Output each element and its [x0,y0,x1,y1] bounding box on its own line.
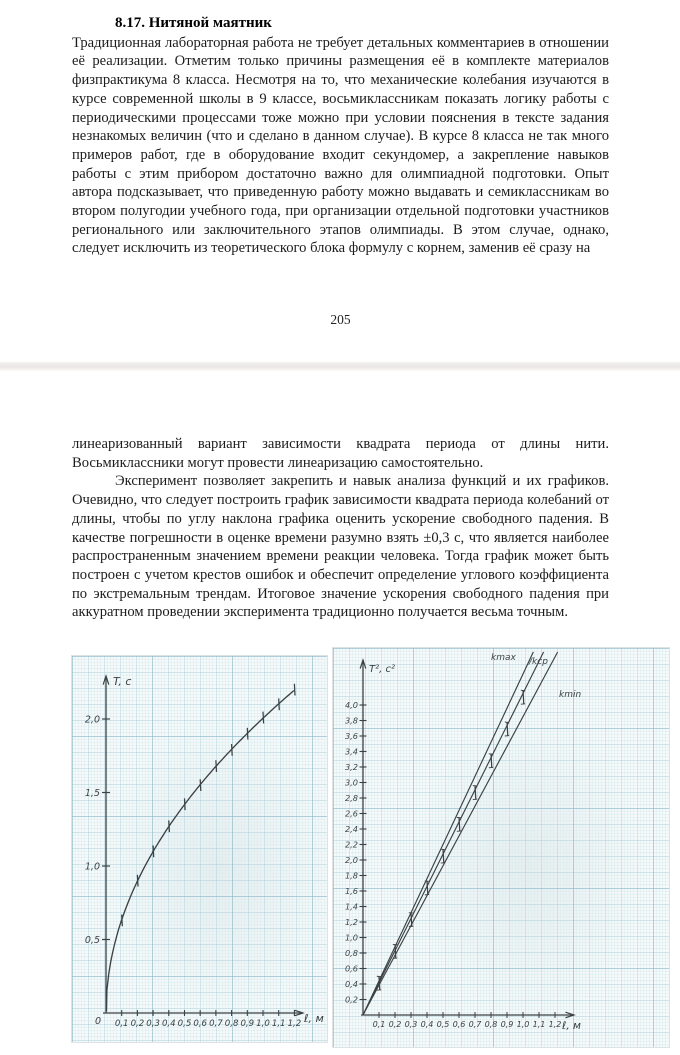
y-tick-label: 2,2 [344,839,358,850]
x-tick-label: 1,2 [548,1020,562,1029]
x-tick-label: 0,5 [436,1020,450,1029]
x-tick-label: 0,9 [240,1019,255,1029]
page-number: 205 [330,312,351,327]
x-tick-label: 1,1 [271,1019,286,1029]
x-tick-label: 0,2 [388,1020,402,1029]
x-tick-label: 0,6 [193,1019,208,1029]
y-tick-label: 2,4 [344,824,358,834]
page1-text-column [72,14,609,258]
y-tick-label: 2,0 [84,714,100,726]
page-break-divider [0,362,680,371]
x-tick-label: 0,4 [420,1020,434,1029]
x-tick-label: 0,1 [372,1020,386,1029]
x-tick-label: 0,3 [146,1019,160,1029]
y-tick-label: 0,6 [344,963,358,974]
x-tick-label: 0,6 [452,1020,466,1029]
y-tick-label: 1,6 [344,886,358,896]
y-tick-label: 2,0 [344,855,358,865]
y-tick-label: 3,6 [344,731,358,741]
x-tick-label: 0,9 [500,1020,514,1029]
y-axis-label: T, c [113,675,132,688]
y-tick-label: 4,0 [344,700,358,710]
chart-period-squared-vs-length [333,648,669,1047]
y-tick-label: 1,5 [84,788,100,799]
label-ksr: /kср [529,657,548,667]
x-axis-label: ℓ, м [562,1020,581,1032]
y-tick-label: 2,6 [344,808,358,819]
label-kmin: kmin [559,690,582,700]
x-tick-label: 0,3 [404,1020,418,1029]
origin-label: 0 [95,1016,102,1027]
paragraph-2: линеаризованный вариант зависимости квадрата периода от длины нити. Восьмиклассники могут провести линеаризацию самостоятельно. [72,436,609,471]
y-tick-label: 1,0 [84,861,100,873]
y-tick-label: 1,8 [344,870,358,881]
x-tick-label: 0,8 [484,1020,498,1029]
y-axis-label: T², c² [369,664,395,675]
paragraph-1: Традиционная лабораторная работа не требует детальных комментариев в отношении её реализации. Отметим только причины размещения её в комплекте материалов физпрактикума 8 класса. Несмотря на то, что механические колебания изучаются в курсе современной школы в 9 классе, восьмиклассникам показать логику работы с периодическими процессами тоже можно при условии пояснения в тексте задания незнакомых величин (что и сделано в данном случае). В курсе 8 класса не так много примеров работ, где в оборудование входит секундомер, а закрепление навыков работы с этим прибором достаточно важно для олимпиадной подготовки. Опыт автора подсказывает, что приведенную работу можно выдавать и семиклассникам во втором полугодии учебного года, при организации отдельной подготовки участников регионального или заключительного этапов олимпиады. В этом случае, однако, следует исключить из теоретического блока формулу с корнем, заменив её сразу на [72,34,609,257]
page2-text-column [72,435,609,622]
section-title: 8.17. Нитяной маятник [115,15,272,31]
x-tick-label: 0,8 [224,1019,239,1029]
x-tick-label: 1,0 [256,1019,270,1029]
y-tick-label: 1,2 [344,917,358,927]
label-kmax: kmax [491,653,516,663]
paragraph-3: Эксперимент позволяет закрепить и навык анализа функций и их графиков. Очевидно, что следует построить график зависимости квадрата периода колебаний от длины, чтобы по углу наклона графика оценить ускорение свободного падения. В качестве погрешности в оценке времени разумно взять ±0,3 с, что является наиболее распространенным значением времени реакции человека. Тогда график может быть построен с учетом крестов ошибок и обеспечит определение углового коэффициента по экстремальным трендам. Итоговое значение ускорения свободного падения при аккуратном проведении эксперимента традиционно получается весьма точным. [72,473,609,621]
y-tick-label: 2,8 [344,793,358,803]
x-tick-label: 0,7 [468,1020,482,1029]
y-tick-label: 0,8 [344,948,358,958]
y-tick-label: 0,4 [344,979,358,989]
x-tick-label: 1,1 [532,1020,546,1029]
y-tick-label: 0,2 [344,994,358,1005]
x-tick-label: 0,7 [209,1019,223,1029]
y-tick-label: 0,5 [84,935,100,946]
y-tick-label: 1,4 [344,901,358,912]
x-tick-label: 0,2 [130,1019,145,1029]
x-tick-label: 0,5 [177,1019,192,1029]
x-axis-label: ℓ, м [304,1012,324,1025]
x-tick-label: 0,1 [114,1019,129,1029]
x-tick-label: 1,0 [516,1020,530,1029]
y-tick-label: 3,4 [344,746,358,757]
y-tick-label: 3,2 [344,762,358,772]
y-tick-label: 1,0 [344,932,358,943]
x-tick-label: 1,2 [287,1019,302,1029]
x-tick-label: 0,4 [161,1019,176,1029]
chart-period-vs-length [72,656,327,1042]
y-tick-label: 3,8 [344,715,358,726]
y-tick-label: 3,0 [344,777,358,788]
